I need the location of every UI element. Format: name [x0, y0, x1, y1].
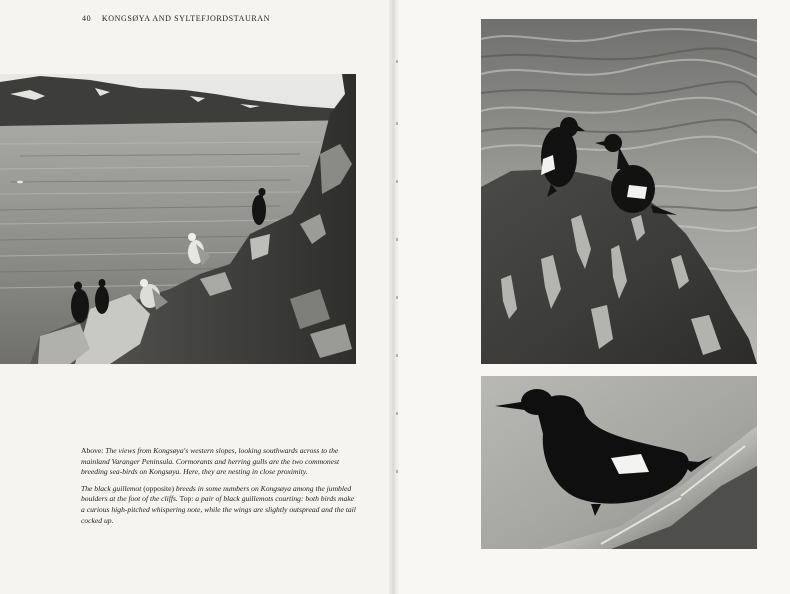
caption-paragraph-2	[81, 484, 357, 526]
caption-text-2b: (opposite)	[141, 483, 176, 493]
running-head	[82, 14, 270, 23]
gutter-mark	[396, 412, 398, 415]
caption-paragraph-1	[81, 446, 357, 478]
caption-lead: Above:	[81, 446, 104, 455]
caption	[81, 446, 357, 532]
caption-text-1: The views from Kongsøya's western slopes, looking southwards across to the mainland Varanger Peninsula. Cormorants and herring gulls are the two commonest breeding sea-birds on Kongsøya. Here, they are nesting in close proximity.	[81, 446, 340, 477]
gutter-mark	[396, 470, 398, 473]
gutter-mark	[396, 296, 398, 299]
caption-text-2d: Top:	[177, 494, 194, 504]
caption-text-2e: a pair of black guillemots courting: both birds make a curious high-pitched whispering note, while the wings are slightly outspread and the tail cocked up.	[81, 494, 356, 525]
running-title: KONGSØYA AND SYLTEFJORDSTAURAN	[101, 14, 271, 23]
caption-text-2a: The black guillemot	[81, 483, 142, 493]
photo-cormorants-gulls	[0, 74, 356, 364]
photo-guillemots-courting	[481, 19, 757, 364]
gutter-mark	[396, 122, 398, 125]
gutter-mark	[396, 238, 398, 241]
gutter-mark	[396, 180, 398, 183]
page-number: 40	[82, 14, 92, 23]
gutter-mark	[396, 60, 398, 63]
photo-black-guillemot	[481, 376, 757, 549]
caption-text-2c: breeds in some numbers on Kongsøya among the jumbled boulders at the foot of the cliffs.	[81, 483, 352, 504]
gutter-mark	[396, 354, 398, 357]
